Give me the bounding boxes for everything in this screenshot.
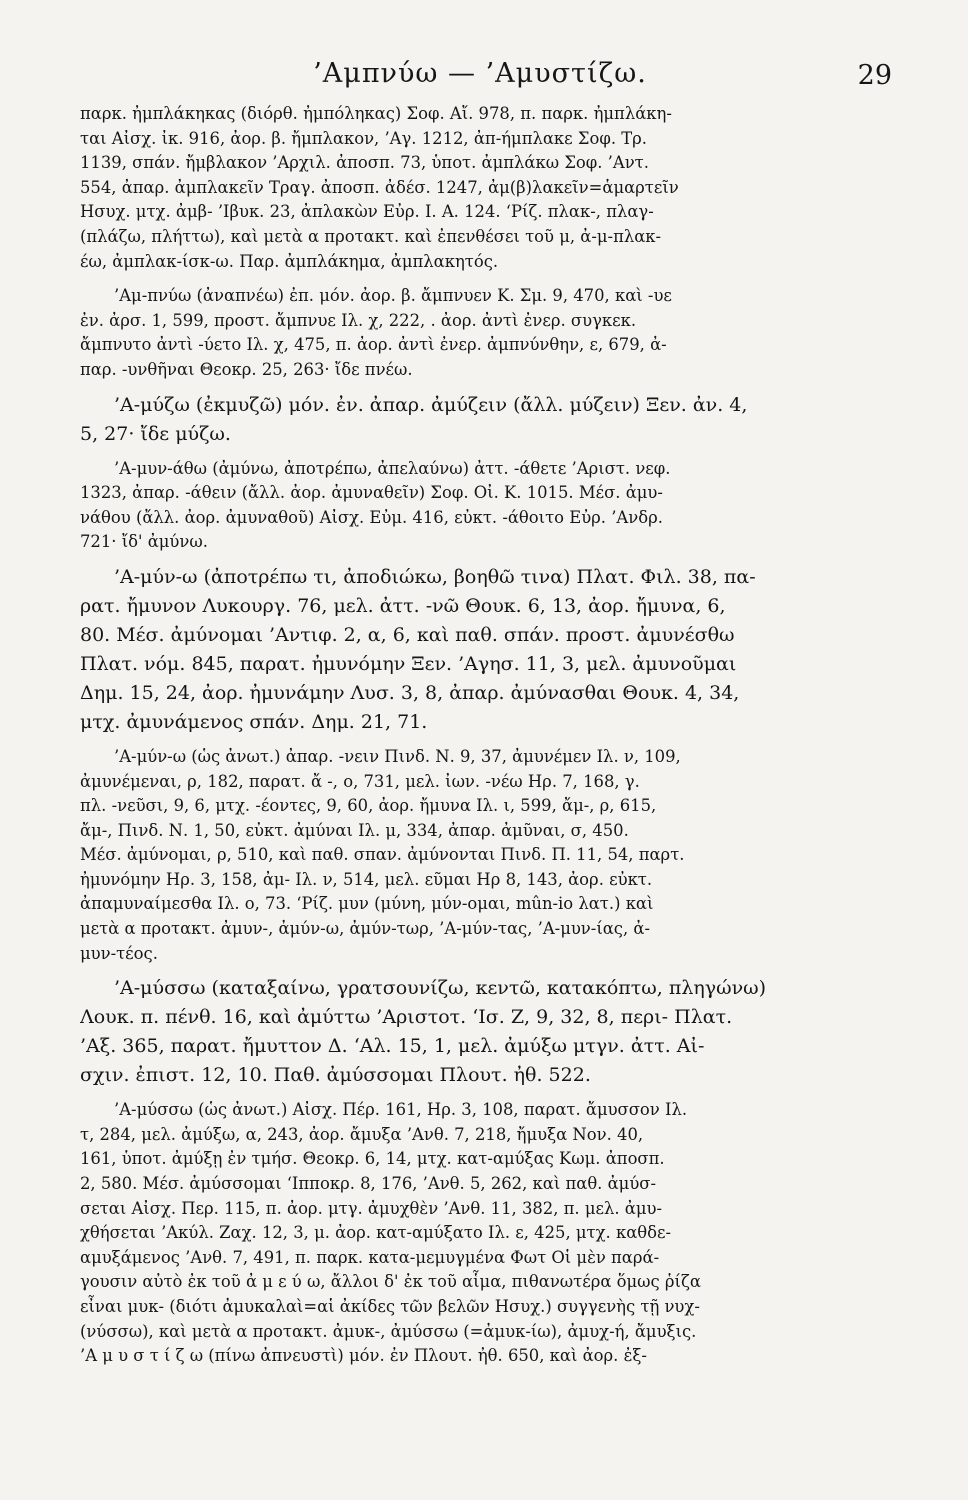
page-header [80, 58, 892, 108]
entry-line: 2, 580. Μέσ. ἀμύσσομαι ‘Ιπποκρ. 8, 176, ’Ανθ. 5, 262, καὶ παθ. ἀμύσ- [80, 1174, 657, 1194]
entry-line: (νύσσω), καὶ μετὰ α προτακτ. ἀμυκ-, ἀμύσσω (=ἀμυκ-ίω), ἀμυχ-ή, ἄμυξις. [80, 1321, 697, 1341]
dictionary-entry [80, 974, 870, 1090]
entry-line: ’Α-μύσσω (καταξαίνω, γρατσουνίζω, κεντῶ, κατακόπτω, πληγώνω) [114, 977, 767, 1000]
entry-line: αμυξάμενος ’Ανθ. 7, 491, π. παρκ. κατα-μεμυγμένα Φωτ Οἱ μὲν παρά- [80, 1247, 660, 1267]
entry-line: ’Α-μύζω (ἐκμυζῶ) μόν. ἐν. ἀπαρ. ἀμύζειν (ἄλλ. μύζειν) Ξεν. ἀν. 4, [114, 393, 748, 416]
entry-line: Ησυχ. μτχ. ἀμβ- ’Ιβυκ. 23, ἀπλακὼν Εὐρ. Ι. Α. 124. ‘Ρίζ. πλακ-, πλαγ- [80, 202, 654, 222]
entry-line: πλ. -νεῦσι, 9, 6, μτχ. -έοντες, 9, 60, ἀορ. ἤμυνα Ιλ. ι, 599, ἄμ-, ρ, 615, [80, 796, 657, 816]
entry-line: 5, 27· ἴδε μύζω. [80, 422, 231, 445]
dictionary-entry [80, 284, 870, 382]
entry-line: Δημ. 15, 24, ἀορ. ἠμυνάμην Λυσ. 3, 8, ἀπαρ. ἀμύνασθαι Θουκ. 4, 34, [80, 681, 740, 704]
entry-line: ’Α μ υ σ τ ί ζ ω (πίνω ἀπνευστὶ) μόν. ἐν Πλουτ. ἠθ. 650, καὶ ἀορ. ἐξ- [80, 1346, 647, 1366]
dictionary-entry [80, 1098, 870, 1369]
entry-line: παρκ. ἠμπλάκηκας (διόρθ. ἠμπόληκας) Σοφ. Αἴ. 978, π. παρκ. ἠμπλάκη- [80, 104, 672, 123]
entry-line: 80. Μέσ. ἀμύνομαι ’Αντιφ. 2, α, 6, καὶ παθ. σπάν. προστ. ἀμυνέσθω [80, 623, 735, 646]
entry-line: ἄμπνυτο ἀντὶ -ύετο Ιλ. χ, 475, π. ἀορ. ἀντὶ ἐνερ. ἀμπνύνθην, ε, 679, ἀ- [80, 335, 667, 355]
entry-line: Λουκ. π. πένθ. 16, καὶ ἀμύττω ’Αριστοτ. ‘Ισ. Ζ, 9, 32, 8, περι- Πλατ. [80, 1006, 733, 1029]
entry-line: 554, ἀπαρ. ἀμπλακεῖν Τραγ. ἀποσπ. ἀδέσ. 1247, ἀμ(β)λακεῖν=ἁμαρτεῖν [80, 177, 679, 197]
entry-line: ἀμυνέμεναι, ρ, 182, παρατ. ἄ -, ο, 731, μελ. ἰων. -νέω Ηρ. 7, 168, γ. [80, 771, 640, 791]
entry-line: 1139, σπάν. ἤμβλακον ’Αρχιλ. ἀποσπ. 73, ὑποτ. ἀμπλάκω Σοφ. ’Αντ. [80, 153, 649, 173]
entry-line: (πλάζω, πλήττω), καὶ μετὰ α προτακτ. καὶ ἐπενθέσει τοῦ μ, ἀ-μ-πλακ- [80, 226, 662, 246]
entry-line: ἠμυνόμην Ηρ. 3, 158, ἀμ- Ιλ. ν, 514, μελ. εῦμαι Ηρ 8, 143, ἀορ. εὐκτ. [80, 869, 653, 889]
entry-line: 721· ἴδ' ἀμύνω. [80, 532, 208, 552]
entry-line: μετὰ α προτακτ. ἀμυν-, ἀμύν-ω, ἀμύν-τωρ, ’Α-μύν-τας, ’Α-μυν-ίας, ἀ- [80, 919, 651, 939]
entry-line: Μέσ. ἀμύνομαι, ρ, 510, καὶ παθ. σπαν. ἀμύνονται Πινδ. Π. 11, 54, παρτ. [80, 845, 685, 865]
entry-line: ἀπαμυναίμεσθα Ιλ. ο, 73. ‘Ρίζ. μυν (μύνη, μύν-ομαι, mûn-io λατ.) καὶ [80, 894, 654, 914]
entry-line: 161, ὑποτ. ἀμύξῃ ἐν τμήσ. Θεοκρ. 6, 14, μτχ. κατ-αμύξας Κωμ. ἀποσπ. [80, 1149, 665, 1169]
dictionary-entry [80, 391, 870, 449]
dictionary-body [80, 102, 870, 1375]
entry-line: ἐν. ἀρσ. 1, 599, προστ. ἄμπνυε Ιλ. χ, 222, . ἀορ. ἀντὶ ἐνερ. συγκεκ. [80, 310, 637, 330]
entry-line: Πλατ. νόμ. 845, παρατ. ἠμυνόμην Ξεν. ’Αγησ. 11, 3, μελ. ἀμυνοῦμαι [80, 652, 737, 675]
entry-line: ρατ. ἤμυνον Λυκουργ. 76, μελ. ἀττ. -νῶ Θουκ. 6, 13, ἀορ. ἤμυνα, 6, [80, 594, 726, 617]
dictionary-entry [80, 563, 870, 737]
entry-line: ’Αμ-πνύω (ἀναπνέω) ἐπ. μόν. ἀορ. β. ἄμπνυεν Κ. Σμ. 9, 470, καὶ -υε [114, 286, 672, 306]
dictionary-entry [80, 102, 870, 274]
entry-line: ’Αξ. 365, παρατ. ἤμυττον Δ. ‘Αλ. 15, 1, μελ. ἀμύξω μτγν. ἀττ. Αἰ- [80, 1035, 705, 1058]
entry-line: ται Αἰσχ. ἰκ. 916, ἀορ. β. ἤμπλακον, ’Αγ. 1212, ἀπ-ήμπλακε Σοφ. Τρ. [80, 128, 648, 148]
entry-line: 1323, ἀπαρ. -άθειν (ἄλλ. ἀορ. ἀμυναθεῖν) Σοφ. Οἰ. Κ. 1015. Μέσ. ἀμυ- [80, 483, 663, 503]
entry-line: χθήσεται ’Ακύλ. Ζαχ. 12, 3, μ. ἀορ. κατ-αμύξατο Ιλ. ε, 425, μτχ. καθδε- [80, 1223, 672, 1243]
entry-line: έω, ἀμπλακ-ίσκ-ω. Παρ. ἀμπλάκημα, ἀμπλακητός. [80, 251, 499, 271]
entry-line: ἄμ-, Πινδ. Ν. 1, 50, εὐκτ. ἀμύναι Ιλ. μ, 334, ἀπαρ. ἀμῦναι, σ, 450. [80, 820, 629, 840]
entry-line: τ, 284, μελ. ἀμύξω, α, 243, ἀορ. ἄμυξα ’Ανθ. 7, 218, ἤμυξα Νον. 40, [80, 1124, 644, 1144]
entry-line: ’Α-μυν-άθω (ἀμύνω, ἀποτρέπω, ἀπελαύνω) ἀττ. -άθετε ’Αριστ. νεφ. [114, 458, 671, 478]
entry-line: σεται Αἰσχ. Περ. 115, π. ἀορ. μτγ. ἀμυχθὲν ’Ανθ. 11, 382, π. μελ. ἀμυ- [80, 1198, 663, 1218]
running-title: ’Αμπνύω — ’Αμυστίζω. [313, 58, 647, 89]
entry-line: ’Α-μύσσω (ὡς ἀνωτ.) Αἰσχ. Πέρ. 161, Ηρ. 3, 108, παρατ. ἄμυσσον Ιλ. [114, 1100, 688, 1120]
entry-line: μτχ. ἀμυνάμενος σπάν. Δημ. 21, 71. [80, 710, 428, 733]
entry-line: μυν-τέος. [80, 943, 158, 963]
dictionary-entry [80, 457, 870, 555]
entry-line: σχιν. ἐπιστ. 12, 10. Παθ. ἀμύσσομαι Πλουτ. ἠθ. 522. [80, 1064, 591, 1087]
entry-line: γουσιν αὐτὸ ἐκ τοῦ ἀ μ ε ύ ω, ἄλλοι δ' ἐκ τοῦ αἷμα, πιθανωτέρα ὅμως ῥίζα [80, 1272, 701, 1292]
entry-line: εἶναι μυκ- (διότι ἀμυκαλαὶ=αἱ ἀκίδες τῶν βελῶν Ησυχ.) συγγενὴς τῇ νυχ- [80, 1297, 700, 1316]
entry-line: παρ. -υνθῆναι Θεοκρ. 25, 263· ἴδε πνέω. [80, 359, 413, 379]
entry-line: ’Α-μύν-ω (ἀποτρέπω τι, ἀποδιώκω, βοηθῶ τινα) Πλατ. Φιλ. 38, πα- [114, 565, 756, 588]
page-number: 29 [857, 60, 892, 91]
entry-line: ’Α-μύν-ω (ὡς ἀνωτ.) ἀπαρ. -νειν Πινδ. Ν. 9, 37, ἀμυνέμεν Ιλ. ν, 109, [114, 746, 681, 766]
entry-line: νάθου (ἄλλ. ἀορ. ἀμυναθοῦ) Αἰσχ. Εὐμ. 416, εὐκτ. -άθοιτο Εὐρ. ’Ανδρ. [80, 507, 663, 527]
dictionary-entry [80, 745, 870, 966]
